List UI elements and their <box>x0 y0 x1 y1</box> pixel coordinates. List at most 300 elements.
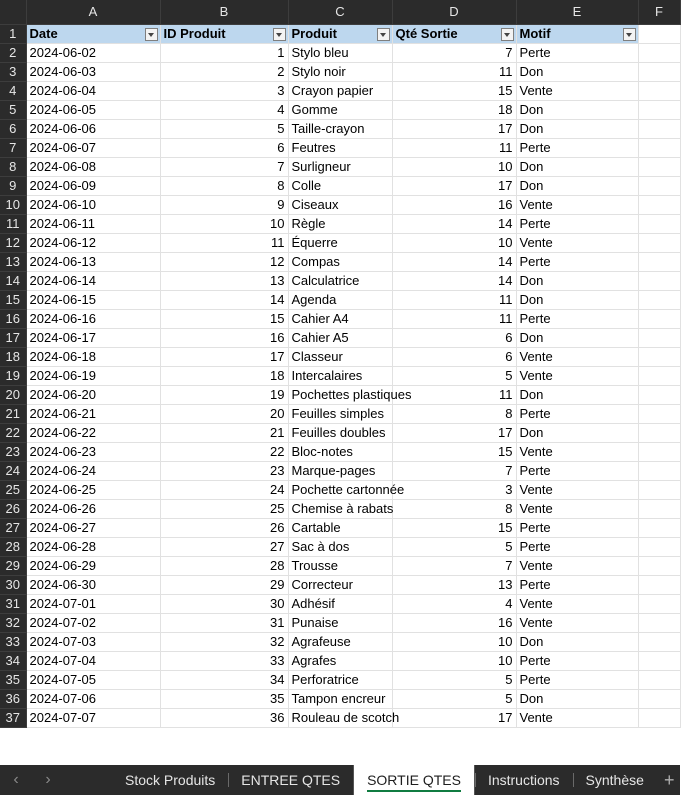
row-number[interactable]: 26 <box>0 499 26 518</box>
quantity-cell[interactable]: 7 <box>392 556 516 575</box>
product-id-cell[interactable]: 4 <box>160 100 288 119</box>
reason-cell[interactable]: Don <box>516 100 638 119</box>
reason-cell[interactable]: Vente <box>516 556 638 575</box>
product-name-cell[interactable]: Rouleau de scotch <box>288 708 392 727</box>
table-row <box>0 708 680 727</box>
product-id-cell[interactable]: 3 <box>160 81 288 100</box>
product-name-cell[interactable]: Pochette cartonnée <box>288 480 392 499</box>
reason-cell[interactable]: Don <box>516 176 638 195</box>
quantity-cell[interactable]: 8 <box>392 499 516 518</box>
filter-dropdown-icon[interactable] <box>501 28 514 41</box>
empty-cell[interactable] <box>638 119 680 138</box>
product-name-cell[interactable]: Crayon papier <box>288 81 392 100</box>
product-name-cell[interactable]: Équerre <box>288 233 392 252</box>
row-number[interactable]: 5 <box>0 100 26 119</box>
product-id-cell[interactable]: 8 <box>160 176 288 195</box>
row-number[interactable]: 17 <box>0 328 26 347</box>
reason-cell[interactable]: Don <box>516 157 638 176</box>
product-id-cell[interactable]: 29 <box>160 575 288 594</box>
product-id-cell[interactable]: 23 <box>160 461 288 480</box>
column-letter-header[interactable]: B <box>160 0 288 24</box>
quantity-cell[interactable]: 10 <box>392 157 516 176</box>
empty-cell[interactable] <box>638 176 680 195</box>
product-id-cell[interactable]: 2 <box>160 62 288 81</box>
date-cell[interactable]: 2024-06-25 <box>26 480 160 499</box>
quantity-cell[interactable]: 13 <box>392 575 516 594</box>
row-number[interactable]: 22 <box>0 423 26 442</box>
empty-cell[interactable] <box>638 252 680 271</box>
product-id-cell[interactable]: 32 <box>160 632 288 651</box>
date-cell[interactable]: 2024-07-07 <box>26 708 160 727</box>
row-number[interactable]: 35 <box>0 670 26 689</box>
product-name-cell[interactable]: Stylo bleu <box>288 43 392 62</box>
empty-cell[interactable] <box>638 651 680 670</box>
date-cell[interactable]: 2024-06-20 <box>26 385 160 404</box>
product-id-cell[interactable]: 24 <box>160 480 288 499</box>
row-number[interactable]: 24 <box>0 461 26 480</box>
quantity-cell[interactable]: 11 <box>392 62 516 81</box>
empty-cell[interactable] <box>638 404 680 423</box>
quantity-cell[interactable]: 17 <box>392 708 516 727</box>
empty-cell[interactable] <box>638 461 680 480</box>
table-row <box>0 689 680 708</box>
date-cell[interactable]: 2024-06-11 <box>26 214 160 233</box>
product-name-cell[interactable]: Calculatrice <box>288 271 392 290</box>
date-cell[interactable]: 2024-06-23 <box>26 442 160 461</box>
empty-cell[interactable] <box>638 480 680 499</box>
empty-cell[interactable] <box>638 347 680 366</box>
date-cell[interactable]: 2024-06-14 <box>26 271 160 290</box>
row-number[interactable]: 21 <box>0 404 26 423</box>
sheet-tab-label: SORTIE QTES <box>367 772 461 792</box>
product-name-cell[interactable]: Classeur <box>288 347 392 366</box>
date-cell[interactable]: 2024-07-03 <box>26 632 160 651</box>
quantity-cell[interactable]: 6 <box>392 347 516 366</box>
row-number[interactable]: 10 <box>0 195 26 214</box>
reason-cell[interactable]: Don <box>516 632 638 651</box>
table-row <box>0 423 680 442</box>
reason-cell[interactable]: Don <box>516 689 638 708</box>
date-cell[interactable]: 2024-07-01 <box>26 594 160 613</box>
quantity-cell[interactable]: 10 <box>392 651 516 670</box>
row-number[interactable]: 27 <box>0 518 26 537</box>
product-id-cell[interactable]: 31 <box>160 613 288 632</box>
empty-cell[interactable] <box>638 195 680 214</box>
product-id-cell[interactable]: 30 <box>160 594 288 613</box>
date-cell[interactable]: 2024-06-18 <box>26 347 160 366</box>
row-number[interactable]: 8 <box>0 157 26 176</box>
reason-cell[interactable]: Vente <box>516 708 638 727</box>
reason-cell[interactable]: Vente <box>516 613 638 632</box>
date-cell[interactable]: 2024-06-21 <box>26 404 160 423</box>
date-cell[interactable]: 2024-06-13 <box>26 252 160 271</box>
row-number[interactable]: 20 <box>0 385 26 404</box>
quantity-cell[interactable]: 5 <box>392 670 516 689</box>
date-cell[interactable]: 2024-06-27 <box>26 518 160 537</box>
product-name-cell[interactable]: Agenda <box>288 290 392 309</box>
reason-cell[interactable]: Perte <box>516 138 638 157</box>
empty-cell[interactable] <box>638 499 680 518</box>
quantity-cell[interactable]: 3 <box>392 480 516 499</box>
header-cell[interactable] <box>516 24 638 43</box>
row-number[interactable]: 30 <box>0 575 26 594</box>
reason-cell[interactable]: Perte <box>516 461 638 480</box>
reason-cell[interactable]: Perte <box>516 252 638 271</box>
reason-cell[interactable]: Don <box>516 271 638 290</box>
product-name-cell[interactable]: Feuilles doubles <box>288 423 392 442</box>
row-number[interactable]: 15 <box>0 290 26 309</box>
product-id-cell[interactable]: 9 <box>160 195 288 214</box>
table-row <box>0 62 680 81</box>
empty-cell[interactable] <box>638 233 680 252</box>
table-row <box>0 537 680 556</box>
row-number[interactable]: 1 <box>0 24 26 43</box>
product-name-cell[interactable]: Surligneur <box>288 157 392 176</box>
product-name-cell[interactable]: Adhésif <box>288 594 392 613</box>
reason-cell[interactable]: Perte <box>516 43 638 62</box>
quantity-cell[interactable]: 15 <box>392 518 516 537</box>
sheet-tab[interactable] <box>112 765 228 795</box>
row-number[interactable]: 18 <box>0 347 26 366</box>
date-cell[interactable]: 2024-06-12 <box>26 233 160 252</box>
row-number[interactable]: 13 <box>0 252 26 271</box>
date-cell[interactable]: 2024-06-16 <box>26 309 160 328</box>
sheet-tab[interactable] <box>475 765 573 795</box>
reason-cell[interactable]: Vente <box>516 233 638 252</box>
row-number[interactable]: 33 <box>0 632 26 651</box>
product-name-cell[interactable]: Pochettes plastiques <box>288 385 392 404</box>
table-row <box>0 328 680 347</box>
date-cell[interactable]: 2024-06-15 <box>26 290 160 309</box>
product-id-cell[interactable]: 20 <box>160 404 288 423</box>
quantity-cell[interactable]: 17 <box>392 423 516 442</box>
empty-cell[interactable] <box>638 43 680 62</box>
product-name-cell[interactable]: Cahier A4 <box>288 309 392 328</box>
empty-cell[interactable] <box>638 138 680 157</box>
reason-cell[interactable]: Don <box>516 62 638 81</box>
column-letter-header[interactable]: E <box>516 0 638 24</box>
product-id-cell[interactable]: 1 <box>160 43 288 62</box>
filter-dropdown-icon[interactable] <box>623 28 636 41</box>
empty-cell[interactable] <box>638 708 680 727</box>
product-id-cell[interactable]: 27 <box>160 537 288 556</box>
product-name-cell[interactable]: Correcteur <box>288 575 392 594</box>
reason-cell[interactable]: Perte <box>516 214 638 233</box>
product-id-cell[interactable]: 10 <box>160 214 288 233</box>
row-number[interactable]: 16 <box>0 309 26 328</box>
product-id-cell[interactable]: 15 <box>160 309 288 328</box>
row-number[interactable]: 6 <box>0 119 26 138</box>
quantity-cell[interactable]: 17 <box>392 176 516 195</box>
quantity-cell[interactable]: 18 <box>392 100 516 119</box>
reason-cell[interactable]: Don <box>516 423 638 442</box>
row-number[interactable]: 3 <box>0 62 26 81</box>
product-name-cell[interactable]: Trousse <box>288 556 392 575</box>
empty-cell[interactable] <box>638 575 680 594</box>
product-name-cell[interactable]: Feutres <box>288 138 392 157</box>
table-header-row <box>0 24 680 43</box>
row-number[interactable]: 12 <box>0 233 26 252</box>
reason-cell[interactable]: Perte <box>516 651 638 670</box>
sheet-tab[interactable] <box>353 765 475 795</box>
quantity-cell[interactable]: 15 <box>392 442 516 461</box>
header-cell-label: Produit <box>291 26 337 41</box>
table-row <box>0 176 680 195</box>
table-row <box>0 252 680 271</box>
product-name-cell[interactable]: Chemise à rabats <box>288 499 392 518</box>
product-id-cell[interactable]: 22 <box>160 442 288 461</box>
reason-cell[interactable]: Vente <box>516 499 638 518</box>
reason-cell[interactable]: Perte <box>516 575 638 594</box>
date-cell[interactable]: 2024-06-04 <box>26 81 160 100</box>
column-letter-header[interactable]: A <box>26 0 160 24</box>
select-all-corner[interactable] <box>0 0 26 24</box>
product-id-cell[interactable]: 34 <box>160 670 288 689</box>
quantity-cell[interactable]: 6 <box>392 328 516 347</box>
sheet-tab[interactable] <box>573 765 657 795</box>
empty-cell[interactable] <box>638 366 680 385</box>
quantity-cell[interactable]: 14 <box>392 252 516 271</box>
empty-cell[interactable] <box>638 214 680 233</box>
date-cell[interactable]: 2024-06-10 <box>26 195 160 214</box>
empty-cell[interactable] <box>638 62 680 81</box>
quantity-cell[interactable]: 17 <box>392 119 516 138</box>
row-number[interactable]: 2 <box>0 43 26 62</box>
sheet-tab-label: Instructions <box>487 772 560 788</box>
product-name-cell[interactable]: Cartable <box>288 518 392 537</box>
row-number[interactable]: 37 <box>0 708 26 727</box>
product-id-cell[interactable]: 28 <box>160 556 288 575</box>
chevron-left-icon[interactable]: ‹ <box>13 771 19 788</box>
filter-dropdown-icon[interactable] <box>273 28 286 41</box>
product-id-cell[interactable]: 25 <box>160 499 288 518</box>
product-name-cell[interactable]: Tampon encreur <box>288 689 392 708</box>
row-number[interactable]: 9 <box>0 176 26 195</box>
date-cell[interactable]: 2024-06-06 <box>26 119 160 138</box>
empty-cell[interactable] <box>638 24 680 43</box>
date-cell[interactable]: 2024-06-09 <box>26 176 160 195</box>
empty-cell[interactable] <box>638 442 680 461</box>
header-cell-label: Motif <box>519 26 551 41</box>
date-cell[interactable]: 2024-06-30 <box>26 575 160 594</box>
product-name-cell[interactable]: Sac à dos <box>288 537 392 556</box>
product-name-cell[interactable]: Compas <box>288 252 392 271</box>
empty-cell[interactable] <box>638 290 680 309</box>
product-name-cell[interactable]: Feuilles simples <box>288 404 392 423</box>
product-name-cell[interactable]: Règle <box>288 214 392 233</box>
quantity-cell[interactable]: 11 <box>392 138 516 157</box>
product-name-cell[interactable]: Stylo noir <box>288 62 392 81</box>
reason-cell[interactable]: Don <box>516 290 638 309</box>
quantity-cell[interactable]: 11 <box>392 385 516 404</box>
quantity-cell[interactable]: 11 <box>392 290 516 309</box>
product-id-cell[interactable]: 12 <box>160 252 288 271</box>
date-cell[interactable]: 2024-06-24 <box>26 461 160 480</box>
product-name-cell[interactable]: Marque-pages <box>288 461 392 480</box>
product-id-cell[interactable]: 33 <box>160 651 288 670</box>
sheet-tab-label: ENTREE QTES <box>241 772 341 788</box>
quantity-cell[interactable]: 5 <box>392 537 516 556</box>
row-number[interactable]: 7 <box>0 138 26 157</box>
filter-dropdown-icon[interactable] <box>377 28 390 41</box>
row-number[interactable]: 25 <box>0 480 26 499</box>
product-id-cell[interactable]: 6 <box>160 138 288 157</box>
date-cell[interactable]: 2024-07-06 <box>26 689 160 708</box>
date-cell[interactable]: 2024-06-07 <box>26 138 160 157</box>
quantity-cell[interactable]: 5 <box>392 366 516 385</box>
product-id-cell[interactable]: 16 <box>160 328 288 347</box>
empty-cell[interactable] <box>638 537 680 556</box>
table-row <box>0 613 680 632</box>
product-name-cell[interactable]: Agrafes <box>288 651 392 670</box>
reason-cell[interactable]: Perte <box>516 670 638 689</box>
date-cell[interactable]: 2024-06-28 <box>26 537 160 556</box>
product-id-cell[interactable]: 13 <box>160 271 288 290</box>
reason-cell[interactable]: Perte <box>516 404 638 423</box>
quantity-cell[interactable]: 10 <box>392 632 516 651</box>
date-cell[interactable]: 2024-06-02 <box>26 43 160 62</box>
product-name-cell[interactable]: Agrafeuse <box>288 632 392 651</box>
row-number[interactable]: 4 <box>0 81 26 100</box>
row-number[interactable]: 31 <box>0 594 26 613</box>
date-cell[interactable]: 2024-07-02 <box>26 613 160 632</box>
sheet-tab[interactable] <box>228 765 353 795</box>
column-letter-header[interactable]: F <box>638 0 680 24</box>
quantity-cell[interactable]: 16 <box>392 195 516 214</box>
row-number[interactable]: 36 <box>0 689 26 708</box>
header-cell-label: Date <box>29 26 58 41</box>
empty-cell[interactable] <box>638 271 680 290</box>
date-cell[interactable]: 2024-06-22 <box>26 423 160 442</box>
reason-cell[interactable]: Vente <box>516 442 638 461</box>
reason-cell[interactable]: Perte <box>516 309 638 328</box>
row-number[interactable]: 29 <box>0 556 26 575</box>
date-cell[interactable]: 2024-07-05 <box>26 670 160 689</box>
product-name-cell[interactable]: Taille-crayon <box>288 119 392 138</box>
empty-cell[interactable] <box>638 423 680 442</box>
quantity-cell[interactable]: 10 <box>392 233 516 252</box>
row-number[interactable]: 19 <box>0 366 26 385</box>
row-number[interactable]: 23 <box>0 442 26 461</box>
date-cell[interactable]: 2024-07-04 <box>26 651 160 670</box>
quantity-cell[interactable]: 5 <box>392 689 516 708</box>
header-cell[interactable] <box>288 24 392 43</box>
product-id-cell[interactable]: 14 <box>160 290 288 309</box>
table-row <box>0 233 680 252</box>
product-id-cell[interactable]: 18 <box>160 366 288 385</box>
reason-cell[interactable]: Vente <box>516 594 638 613</box>
empty-cell[interactable] <box>638 385 680 404</box>
row-number[interactable]: 28 <box>0 537 26 556</box>
product-name-cell[interactable]: Colle <box>288 176 392 195</box>
quantity-cell[interactable]: 7 <box>392 461 516 480</box>
reason-cell[interactable]: Vente <box>516 480 638 499</box>
plus-icon[interactable]: + <box>664 769 675 790</box>
empty-cell[interactable] <box>638 100 680 119</box>
quantity-cell[interactable]: 14 <box>392 271 516 290</box>
date-cell[interactable]: 2024-06-26 <box>26 499 160 518</box>
product-name-cell[interactable]: Gomme <box>288 100 392 119</box>
date-cell[interactable]: 2024-06-19 <box>26 366 160 385</box>
row-number[interactable]: 34 <box>0 651 26 670</box>
header-cell[interactable] <box>160 24 288 43</box>
reason-cell[interactable]: Don <box>516 328 638 347</box>
empty-cell[interactable] <box>638 594 680 613</box>
table-row <box>0 138 680 157</box>
reason-cell[interactable]: Vente <box>516 195 638 214</box>
chevron-right-icon[interactable]: › <box>45 771 51 788</box>
product-id-cell[interactable]: 19 <box>160 385 288 404</box>
reason-cell[interactable]: Vente <box>516 81 638 100</box>
empty-cell[interactable] <box>638 157 680 176</box>
empty-cell[interactable] <box>638 309 680 328</box>
header-cell[interactable] <box>392 24 516 43</box>
quantity-cell[interactable]: 7 <box>392 43 516 62</box>
product-name-cell[interactable]: Perforatrice <box>288 670 392 689</box>
quantity-cell[interactable]: 4 <box>392 594 516 613</box>
table-row <box>0 347 680 366</box>
product-id-cell[interactable]: 17 <box>160 347 288 366</box>
column-letter-header[interactable]: C <box>288 0 392 24</box>
product-id-cell[interactable]: 26 <box>160 518 288 537</box>
product-name-cell[interactable]: Cahier A5 <box>288 328 392 347</box>
row-number[interactable]: 14 <box>0 271 26 290</box>
empty-cell[interactable] <box>638 81 680 100</box>
product-name-cell[interactable]: Punaise <box>288 613 392 632</box>
product-id-cell[interactable]: 11 <box>160 233 288 252</box>
row-number[interactable]: 11 <box>0 214 26 233</box>
header-cell[interactable] <box>26 24 160 43</box>
date-cell[interactable]: 2024-06-03 <box>26 62 160 81</box>
filter-dropdown-icon[interactable] <box>145 28 158 41</box>
product-name-cell[interactable]: Bloc-notes <box>288 442 392 461</box>
empty-cell[interactable] <box>638 689 680 708</box>
reason-cell[interactable]: Don <box>516 119 638 138</box>
product-id-cell[interactable]: 35 <box>160 689 288 708</box>
table-row <box>0 290 680 309</box>
product-id-cell[interactable]: 5 <box>160 119 288 138</box>
column-letter-header[interactable]: D <box>392 0 516 24</box>
quantity-cell[interactable]: 15 <box>392 81 516 100</box>
reason-cell[interactable]: Vente <box>516 366 638 385</box>
empty-cell[interactable] <box>638 328 680 347</box>
empty-cell[interactable] <box>638 556 680 575</box>
table-row <box>0 594 680 613</box>
empty-cell[interactable] <box>638 670 680 689</box>
empty-cell[interactable] <box>638 613 680 632</box>
product-name-cell[interactable]: Ciseaux <box>288 195 392 214</box>
product-id-cell[interactable]: 36 <box>160 708 288 727</box>
quantity-cell[interactable]: 16 <box>392 613 516 632</box>
date-cell[interactable]: 2024-06-29 <box>26 556 160 575</box>
reason-cell[interactable]: Don <box>516 385 638 404</box>
product-id-cell[interactable]: 7 <box>160 157 288 176</box>
quantity-cell[interactable]: 14 <box>392 214 516 233</box>
quantity-cell[interactable]: 8 <box>392 404 516 423</box>
product-name-cell[interactable]: Intercalaires <box>288 366 392 385</box>
reason-cell[interactable]: Perte <box>516 537 638 556</box>
empty-cell[interactable] <box>638 518 680 537</box>
reason-cell[interactable]: Perte <box>516 518 638 537</box>
product-id-cell[interactable]: 21 <box>160 423 288 442</box>
date-cell[interactable]: 2024-06-08 <box>26 157 160 176</box>
date-cell[interactable]: 2024-06-05 <box>26 100 160 119</box>
date-cell[interactable]: 2024-06-17 <box>26 328 160 347</box>
row-number[interactable]: 32 <box>0 613 26 632</box>
quantity-cell[interactable]: 11 <box>392 309 516 328</box>
empty-cell[interactable] <box>638 632 680 651</box>
reason-cell[interactable]: Vente <box>516 347 638 366</box>
